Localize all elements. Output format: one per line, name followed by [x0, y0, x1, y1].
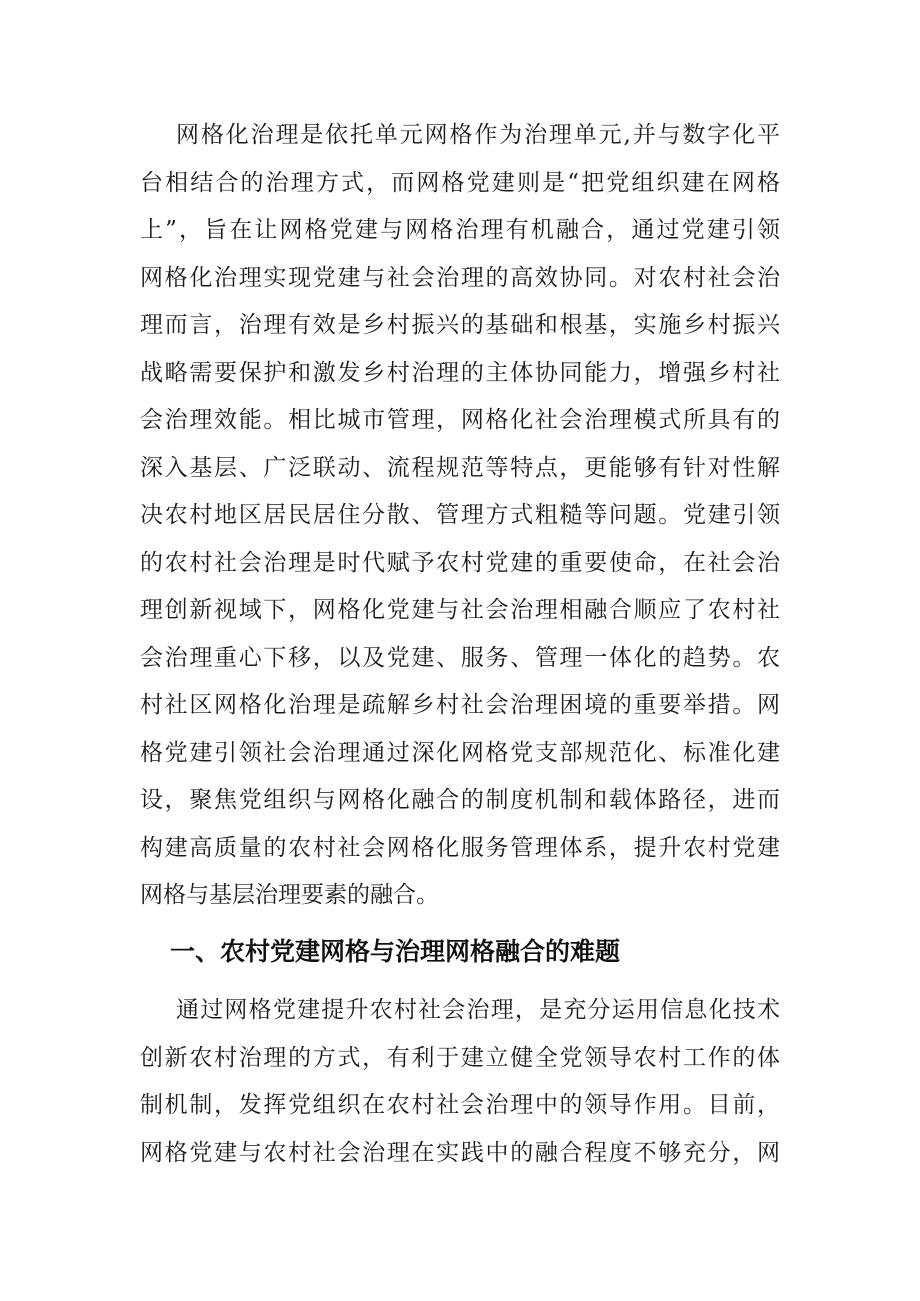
paragraph-line: 决农村地区居民居住分散、管理方式粗糙等问题。党建引领	[140, 502, 780, 528]
paragraph-line: 台相结合的治理方式，而网格党建则是“把党组织建在网格	[140, 170, 780, 196]
section-heading: 一、农村党建网格与治理网格融合的难题	[170, 937, 621, 966]
paragraph-line: 网格党建与农村社会治理在实践中的融合程度不够充分，网	[140, 1140, 780, 1166]
paragraph-line: 村社区网格化治理是疏解乡村社会治理困境的重要举措。网	[140, 692, 780, 718]
paragraph-line: 网格与基层治理要素的融合。	[140, 882, 439, 908]
paragraph-line: 网格化治理是依托单元网格作为治理单元,并与数字化平	[176, 122, 780, 148]
paragraph-line: 制机制，发挥党组织在农村社会治理中的领导作用。目前，	[140, 1092, 780, 1118]
paragraph-line: 战略需要保护和激发乡村治理的主体协同能力，增强乡村社	[140, 360, 780, 386]
paragraph-line: 理而言，治理有效是乡村振兴的基础和根基，实施乡村振兴	[140, 312, 780, 338]
paragraph-line: 设，聚焦党组织与网格化融合的制度机制和载体路径，进而	[140, 787, 780, 813]
paragraph-line: 创新农村治理的方式，有利于建立健全党领导农村工作的体	[140, 1045, 780, 1071]
paragraph-line: 理创新视域下，网格化党建与社会治理相融合顺应了农村社	[140, 597, 780, 623]
paragraph-line: 会治理效能。相比城市管理，网格化社会治理模式所具有的	[140, 407, 780, 433]
paragraph-line: 通过网格党建提升农村社会治理，是充分运用信息化技术	[176, 997, 780, 1023]
paragraph-line: 格党建引领社会治理通过深化网格党支部规范化、标准化建	[140, 740, 780, 766]
paragraph-line: 的农村社会治理是时代赋予农村党建的重要使命，在社会治	[140, 550, 780, 576]
paragraph-line: 深入基层、广泛联动、流程规范等特点，更能够有针对性解	[140, 455, 780, 481]
paragraph-line: 会治理重心下移，以及党建、服务、管理一体化的趋势。农	[140, 645, 780, 671]
paragraph-line: 网格化治理实现党建与社会治理的高效协同。对农村社会治	[140, 265, 780, 291]
paragraph-line: 构建高质量的农村社会网格化服务管理体系，提升农村党建	[140, 835, 780, 861]
paragraph-line: 上”，旨在让网格党建与网格治理有机融合，通过党建引领	[140, 217, 780, 243]
